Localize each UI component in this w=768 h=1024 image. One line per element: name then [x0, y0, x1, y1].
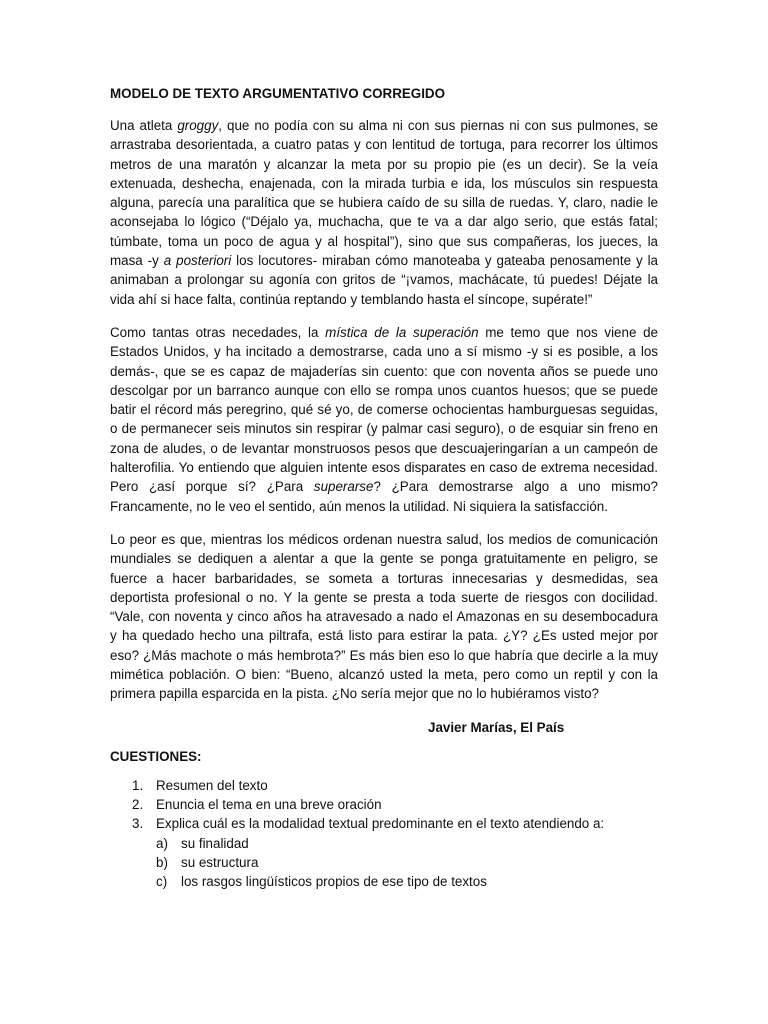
sub-question-text: su finalidad — [181, 835, 249, 851]
paragraph-3 — [110, 530, 658, 704]
sub-question-item — [156, 834, 658, 853]
question-text: Resumen del texto — [156, 777, 268, 793]
sub-question-letter: b) — [156, 854, 168, 870]
body-text — [110, 116, 658, 704]
question-item — [110, 814, 658, 891]
question-number: 3. — [132, 816, 144, 832]
sub-question-letter: c) — [156, 874, 168, 890]
paragraph-segment: ? ¿Para demostrarse algo a uno mismo? Francamente, no le veo el sentido, aún menos la utilidad. Ni siquiera la satisfacción. — [110, 479, 658, 514]
paragraph-segment: Como tantas otras necedades, la — [110, 324, 326, 340]
questions-heading: CUESTIONES: — [110, 748, 202, 764]
question-number: 2. — [132, 796, 144, 812]
sub-question-letter: a) — [156, 835, 168, 851]
paragraph-segment: groggy — [177, 118, 219, 133]
author-attribution: Javier Marías, El País — [428, 719, 565, 735]
paragraph-segment: mística de la superación — [325, 324, 479, 340]
paragraph-2 — [110, 323, 658, 516]
question-item — [110, 795, 658, 814]
question-text: Explica cuál es la modalidad textual predominante en el texto atendiendo a: — [156, 816, 605, 832]
question-item — [110, 776, 658, 795]
paragraph-1 — [110, 116, 658, 309]
sub-question-text: los rasgos lingüísticos propios de ese tipo de textos — [181, 874, 487, 890]
paragraph-segment: , que no podía con su alma ni con sus piernas ni con sus pulmones, se arrastraba desorientada, a cuatro patas y con lentitud de tortuga, para recorrer los últimos metros de una maratón y alcanzar la meta por su propio pie (es un decir). Se la veía extenuada, deshecha, enajenada, con la mirada turbia e ida, los músculos sin respuesta alguna, parecía una paralítica que se hubiera caído de su silla de ruedas. Y, claro, nadie le aconsejaba lo lógico (“Déjalo ya, muchacha, que te va a dar algo serio, que estás fatal; túmbate, toma un poco de agua y al hospital”), sino que sus compañeras, los jueces, la masa -y — [110, 118, 659, 269]
paragraph-segment: superarse — [313, 479, 374, 495]
paragraph-segment: me temo que nos viene de Estados Unidos, y ha incitado a demostrarse, cada uno a sí mismo -y si es posible, a los demás-, que se es capaz de majaderías sin cuento: que con noventa años se puede uno descolgar por un barranco aunque con ello se rompa unos cuantos huesos; que se puede batir el récord más peregrino, qué sé yo, de comerse ochocientas hamburguesas seguidas, o de permanecer seis minutos sin respirar (y palmar casi seguro), o de esquiar sin freno en zona de aludes, o de levantar monstruosos pesos que descuajeringarían a un campeón de halterofilia. Yo entiendo que alguien intente esos disparates en caso de extrema necesidad. Pero ¿así porque sí? ¿Para — [110, 324, 658, 495]
document-title: MODELO DE TEXTO ARGUMENTATIVO CORREGIDO — [110, 86, 446, 101]
paragraph-segment: Una atleta — [110, 118, 178, 133]
sub-question-item — [156, 853, 658, 872]
question-text: Enuncia el tema en una breve oración — [156, 796, 382, 812]
paragraph-segment: Lo peor es que, mientras los médicos ordenan nuestra salud, los medios de comunicación mundiales se dediquen a alentar a que la gente se ponga gratuitamente en peligro, se fuerce a hacer barbaridades, se someta a torturas innecesarias y desmedidas, sea deportista profesional o no. Y la gente se presta a toda suerte de riesgos con docilidad. “Vale, con noventa y cinco años ha atravesado a nado el Amazonas en su desembocadura y ha quedado hecho una piltrafa, está listo para estirar la pata. ¿Y? ¿Es usted mejor por eso? ¿Más machote o más hembrota?” Es más bien eso lo que habría que decirle a la muy mimética población. O bien: “Bueno, alcanzó usted la meta, pero como un reptil y con la primera papilla esparcida en la pista. ¿No sería mejor que no lo hubiéramos visto? — [110, 531, 658, 702]
sub-question-item — [156, 872, 658, 891]
questions-list — [110, 776, 658, 892]
paragraph-segment: los locutores- miraban cómo manoteaba y gateaba penosamente y la animaban a prolongar su agonía con gritos de “¡vamos, machácate, tú puedes! Déjate la vida ahí si hace falta, continúa reptando y temblando hasta el síncope, supérate!” — [110, 253, 659, 307]
sub-question-text: su estructura — [181, 854, 259, 870]
paragraph-segment: a posteriori — [163, 253, 232, 269]
sub-question-list — [156, 834, 658, 892]
question-number: 1. — [132, 777, 144, 793]
